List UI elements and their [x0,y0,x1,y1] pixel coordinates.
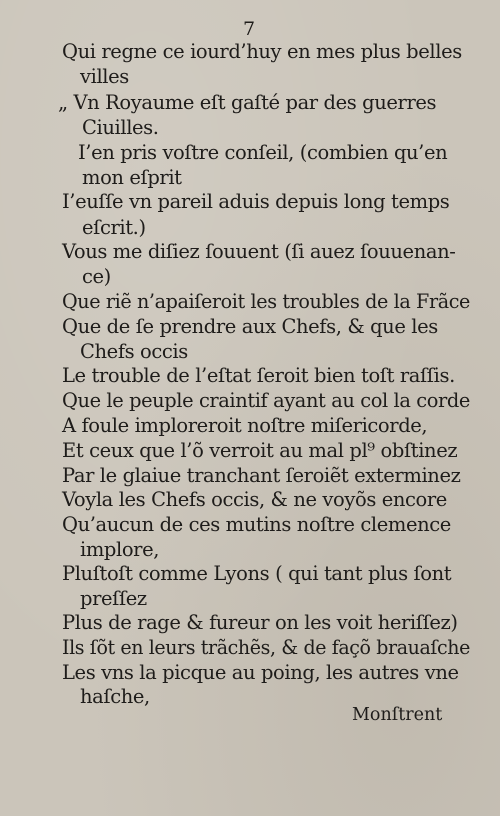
text-line: Le trouble de l’eſtat ſeroit bien toſt raſſis. [62,364,455,387]
text-line: Qui regne ce iourd’huy en mes plus belles [62,40,462,63]
text-line: Ciuilles. [82,116,159,139]
text-line: preſſez [80,587,147,610]
text-line: „ Vn Royaume eſt gaſté par des guerres [58,91,437,114]
text-line: Vous me diſiez ſouuent (ſi auez ſouuenan- [62,240,456,263]
page-number: 7 [243,18,256,40]
text-line: Pluſtoſt comme Lyons ( qui tant plus ſont [62,562,452,585]
text-line: Que riẽ n’apaiſeroit les troubles de la Frãce [62,290,470,313]
text-line: villes [80,65,129,88]
text-line: Que le peuple craintif ayant au col la corde [62,389,470,412]
text-line: Les vns la picque au poing, les autres vne [62,661,459,684]
catchword: Monſtrent [352,705,443,725]
text-line: I’euſſe vn pareil aduis depuis long temps [62,190,450,213]
text-line: A foule imploreroit noſtre miſericorde, [62,414,428,437]
text-line: Et ceux que l’õ verroit au mal pl⁹ obſtinez [62,439,458,462]
text-line: Que de ſe prendre aux Chefs, & que les [62,315,438,338]
text-line: Plus de rage & fureur on les voit heriſſez) [62,611,458,634]
text-line: Par le glaiue tranchant ſeroiẽt exterminez [62,464,461,487]
text-line: Ils ſõt en leurs trãchẽs, & de façõ brauaſche [62,636,470,659]
text-line: I’en pris voſtre conſeil, (combien qu’en [78,141,448,164]
text-line: eſcrit.) [82,216,146,239]
text-line: implore, [80,538,160,561]
text-line: Voyla les Chefs occis, & ne voyõs encore [62,488,447,511]
text-line: ce) [82,265,111,288]
text-line: Qu’aucun de ces mutins noſtre clemence [62,513,451,536]
text-line: mon eſprit [82,166,182,189]
text-line: haſche, [80,685,150,708]
text-line: Chefs occis [80,340,188,363]
